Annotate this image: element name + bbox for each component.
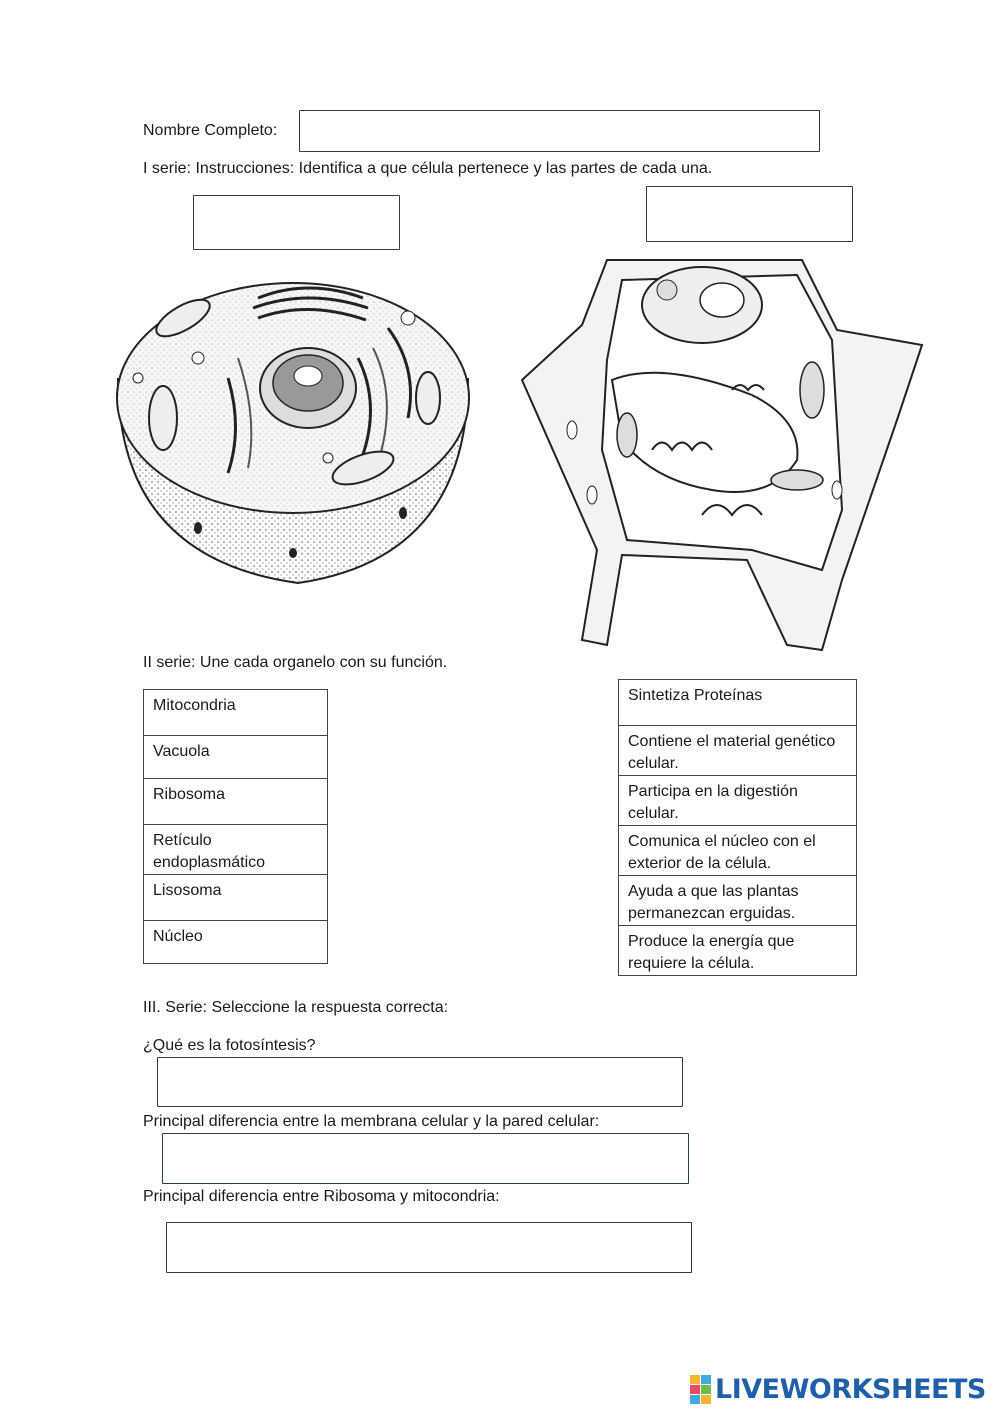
question-1: ¿Qué es la fotosíntesis? <box>143 1037 316 1054</box>
organelle-cell[interactable]: Vacuola <box>144 736 328 779</box>
name-label: Nombre Completo: <box>143 122 278 139</box>
serie1-instructions: I serie: Instrucciones: Identifica a que célula pertenece y las partes de cada una. <box>143 160 713 177</box>
question-3: Principal diferencia entre Ribosoma y mitocondria: <box>143 1188 500 1205</box>
function-cell[interactable]: Participa en la digestión celular. <box>619 776 857 826</box>
serie2-instructions: II serie: Une cada organelo con su función. <box>143 654 448 671</box>
animal-cell-answer-field[interactable] <box>194 196 399 249</box>
function-table <box>618 679 857 976</box>
answer-1-box <box>157 1057 683 1107</box>
function-cell[interactable]: Contiene el material genético celular. <box>619 726 857 776</box>
function-cell[interactable]: Comunica el núcleo con el exterior de la célula. <box>619 826 857 876</box>
function-cell[interactable]: Produce la energía que requiere la célula. <box>619 926 857 976</box>
animal-cell-answer-box <box>193 195 400 250</box>
answer-1-field[interactable] <box>158 1058 682 1106</box>
answer-3-box <box>166 1222 692 1273</box>
liveworksheets-logo-text: LIVEWORKSHEETS <box>715 1373 986 1405</box>
organelle-table <box>143 689 328 964</box>
organelle-cell[interactable]: Lisosoma <box>144 875 328 921</box>
answer-3-field[interactable] <box>167 1223 691 1272</box>
liveworksheets-logo <box>690 1373 986 1405</box>
name-field[interactable] <box>300 111 819 151</box>
organelle-cell[interactable]: Mitocondria <box>144 690 328 736</box>
function-cell[interactable]: Sintetiza Proteínas <box>619 680 857 726</box>
plant-cell-answer-box <box>646 186 853 242</box>
name-field-box <box>299 110 820 152</box>
serie3-instructions: III. Serie: Seleccione la respuesta correcta: <box>143 999 449 1016</box>
liveworksheets-logo-icon <box>690 1375 711 1404</box>
answer-2-field[interactable] <box>163 1134 688 1183</box>
question-2: Principal diferencia entre la membrana celular y la pared celular: <box>143 1113 600 1130</box>
organelle-cell[interactable]: Ribosoma <box>144 779 328 825</box>
animal-cell-illustration <box>108 258 488 598</box>
function-cell[interactable]: Ayuda a que las plantas permanezcan erguidas. <box>619 876 857 926</box>
organelle-cell[interactable]: Retículo endoplasmático <box>144 825 328 875</box>
answer-2-box <box>162 1133 689 1184</box>
organelle-cell[interactable]: Núcleo <box>144 921 328 964</box>
plant-cell-illustration <box>512 250 932 655</box>
plant-cell-answer-field[interactable] <box>647 187 852 241</box>
